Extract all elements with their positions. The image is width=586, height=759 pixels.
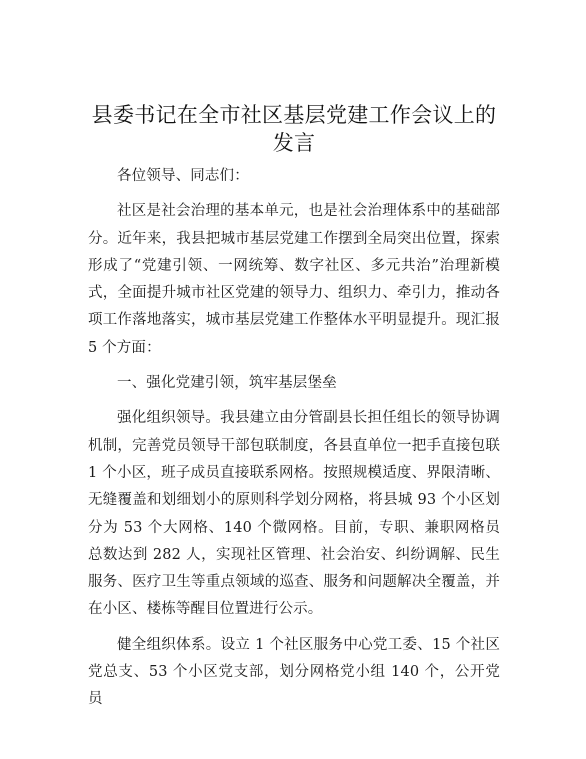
section-heading-1: 一、强化党建引领，筑牢基层堡垒 bbox=[117, 375, 337, 392]
paragraph-organization-system: 健全组织体系。设立 1 个社区服务中心党工委、15 个社区党总支、53 个小区党支部，划分网格党小组 140 个，公开党员 bbox=[88, 636, 500, 708]
paragraph-intro: 社区是社会治理的基本单元，也是社会治理体系中的基础部分。近年来，我县把城市基层党建工作摆到全局突出位置，探索形成了“党建引领、一网统筹、数字社区、多元共治”治理新模式，全面提升城市社区党建的领导力、组织力、牵引力，推动各项工作落地落实，城市基层党建工作整体水平明显提升。现汇报 5 个方面： bbox=[88, 203, 500, 356]
document-title: 县委书记在全市社区基层党建工作会议上的发言 bbox=[91, 103, 497, 155]
paragraph-organization-leadership: 强化组织领导。我县建立由分管副县长担任组长的领导协调机制，完善党员领导干部包联制度，各县直单位一把手直接包联 1 个小区，班子成员直接联系网格。按照规模适度、界限清晰、无缝覆盖和划细划小的原则科学划分网格，将县城 93 个小区划分为 53 个大网格、140 个微网格。目前，专职、兼职网格员总数达到 282 人，实现社区管理、社会治安、纠纷调解、民生服务、医疗卫生等重点领域的巡查、服务和问题解决全覆盖，并在小区、楼栋等醒目位置进行公示。 bbox=[88, 410, 500, 618]
document-body bbox=[88, 163, 500, 722]
salutation: 各位领导、同志们： bbox=[117, 168, 249, 184]
